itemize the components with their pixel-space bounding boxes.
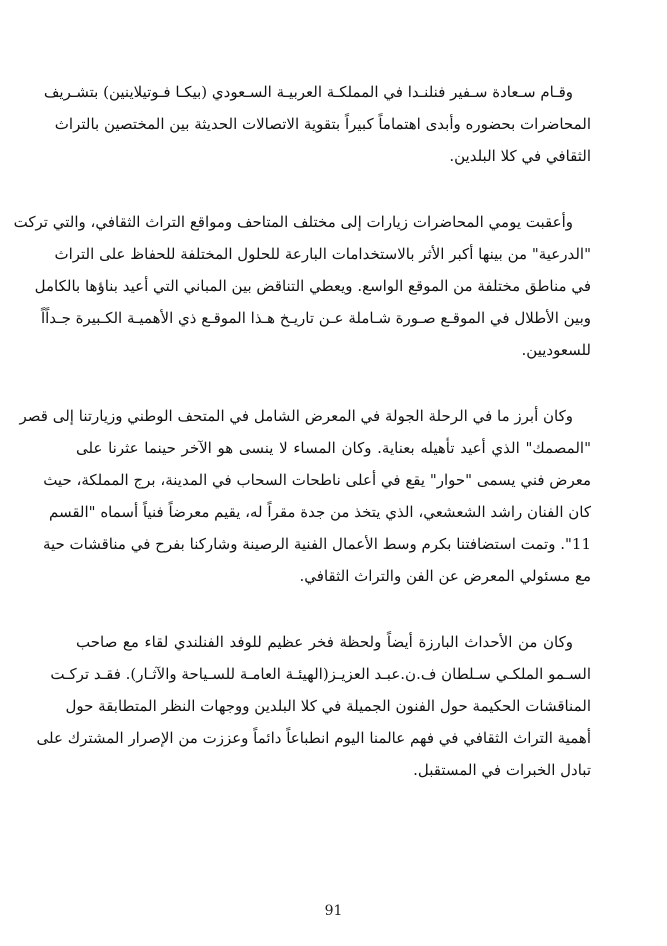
text-line: وأعقبت يومي المحاضرات زيارات إلى مختلف المتاحف ومواقع التراث الثقافي، والتي تركت bbox=[13, 213, 573, 231]
text-line: المحاضرات بحضوره وأبدى اهتماماً كبيراً بتقوية الاتصالات الحديثة بين المختصين بالتراث bbox=[54, 115, 591, 133]
paragraph-4 bbox=[36, 626, 591, 786]
text-line: السـمو الملكـي سـلطان ف.ن.عبـد العزيـز(الهيئـة العامـة للسـياحة والآثـار). فقـد تركـت bbox=[50, 665, 591, 683]
text-line: المناقشات الحكيمة حول الفنون الجميلة في كلا البلدين ووجهات النظر المتطابقة حول bbox=[65, 697, 591, 715]
text-line: في مناطق مختلفة من الموقع الواسع. ويعطي التناقض بين المباني التي أعيد بناؤها بالكامل bbox=[34, 277, 591, 295]
text-line: للسعوديين. bbox=[521, 341, 591, 359]
paragraph-3 bbox=[19, 400, 591, 592]
text-line: معرض فني يسمى "حوار" يقع في أعلى ناطحات السحاب في المدينة، برج المملكة، حيث bbox=[43, 471, 591, 489]
body-text bbox=[13, 76, 591, 820]
text-line: مع مسئولي المعرض عن الفن والتراث الثقافي. bbox=[299, 567, 591, 585]
text-line: كان الفنان راشد الشعشعي، الذي يتخذ من جدة مقراً له، يقيم معرضاً فنياً أسماه "القسم bbox=[48, 503, 591, 521]
text-line: 11". وتمت استضافتنا بكرم وسط الأعمال الفنية الرصينة وشاركنا بفرح في مناقشات حية bbox=[42, 535, 591, 553]
text-line: وبين الأطلال في الموقـع صـورة شـاملة عـن تاريـخ هـذا الموقـع ذي الأهميـة الكـبيرة جـداًاً bbox=[40, 309, 591, 327]
paragraph-1 bbox=[43, 76, 591, 172]
text-line: الثقافي في كلا البلدين. bbox=[449, 147, 591, 165]
text-line: وقـام سـعادة سـفير فنلنـدا في المملكـة العربيـة السـعودي (بيكـا فـوتيلاينين) بتشـريف bbox=[43, 83, 573, 101]
text-line: "المصمك" الذي أعيد تأهيله بعناية. وكان المساء لا ينسى هو الآخر حينما عثرنا على bbox=[76, 439, 591, 457]
text-line: تبادل الخبرات في المستقبل. bbox=[413, 761, 591, 779]
page-number: 91 bbox=[324, 903, 343, 919]
paragraph-2 bbox=[13, 206, 591, 366]
text-line: "الدرعية" من بينها أكبر الأثر بالاستخدامات البارعة للحلول المختلفة للحفاظ على التراث bbox=[54, 245, 591, 263]
text-line: أهمية التراث الثقافي في فهم عالمنا اليوم انطباعاً دائماً وعززت من الإصرار المشترك على bbox=[36, 729, 591, 747]
text-line: وكان أبرز ما في الرحلة الجولة في المعرض الشامل في المتحف الوطني وزيارتنا إلى قصر bbox=[19, 407, 573, 425]
text-line: وكان من الأحداث البارزة أيضاً ولحظة فخر عظيم للوفد الفنلندي لقاء مع صاحب bbox=[76, 633, 573, 651]
